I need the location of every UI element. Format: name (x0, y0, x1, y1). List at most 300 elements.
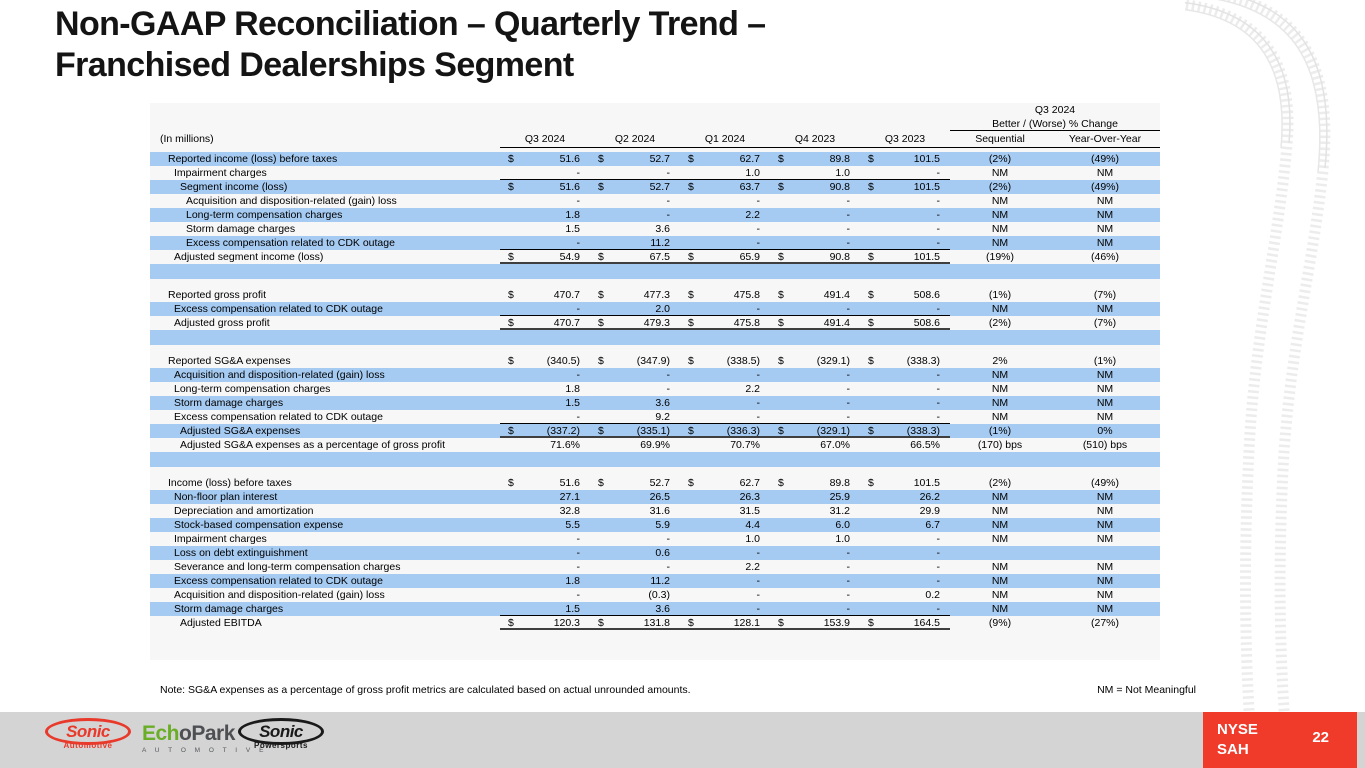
cell-value: 2.2 (745, 209, 760, 221)
cell-quarter-value (590, 208, 680, 222)
dollar-sign (688, 532, 698, 546)
dollar-sign (778, 546, 788, 560)
cell-quarter-value (860, 288, 950, 302)
dollar-sign (598, 504, 608, 518)
row-label: Segment income (loss) (180, 181, 288, 193)
cell-value: 27.1 (559, 491, 580, 503)
cell-quarter-value (680, 602, 770, 615)
row-values (500, 560, 950, 574)
cell-quarter-value (590, 410, 680, 423)
dollar-sign (508, 574, 518, 588)
cell-quarter-value (500, 396, 590, 410)
cell-quarter-value (680, 222, 770, 236)
dollar-sign (778, 368, 788, 382)
row-label: Long-term compensation charges (186, 209, 343, 221)
dollar-sign (598, 490, 608, 504)
cell-value: - (846, 383, 850, 395)
cell-quarter-value (590, 354, 680, 368)
column-header: Q3 2024 (524, 133, 566, 145)
cell-quarter-value (770, 368, 860, 382)
cell-value: - (846, 575, 850, 587)
row-label: Excess compensation related to CDK outage (174, 303, 383, 315)
page-title (55, 4, 765, 86)
cell-value: 1.8 (565, 575, 580, 587)
cell-quarter-value (500, 616, 590, 628)
dollar-sign (598, 382, 608, 396)
cell-value: 3.6 (655, 603, 670, 615)
row-values (500, 574, 950, 588)
cell-quarter-value (590, 602, 680, 615)
cell-quarter-value (680, 574, 770, 588)
row-label: Long-term compensation charges (174, 383, 331, 395)
row-values (500, 588, 950, 602)
row-label: Reported gross profit (168, 289, 267, 301)
cell-quarter-value (590, 546, 680, 560)
cell-quarter-value (680, 532, 770, 546)
dollar-sign: $ (508, 317, 514, 329)
dollar-sign: $ (868, 617, 874, 629)
cell-value: 67.0% (820, 439, 850, 451)
cell-quarter-value (770, 438, 860, 452)
cell-value: 52.7 (649, 181, 670, 193)
dollar-sign (778, 518, 788, 532)
cell-quarter-value (770, 574, 860, 588)
row-label: Reported SG&A expenses (168, 355, 291, 367)
table-row (150, 410, 1160, 424)
row-values (500, 250, 950, 264)
row-values (500, 208, 950, 222)
table-row (150, 518, 1160, 532)
cell-quarter-value (590, 396, 680, 410)
table-row (150, 382, 1160, 396)
cell-value: - (936, 223, 940, 235)
cell-quarter-value (500, 236, 590, 249)
cell-quarter-value (590, 424, 680, 436)
cell-value: 4.4 (745, 519, 760, 531)
cell-quarter-value (860, 410, 950, 423)
cell-yoy-change: NM (1096, 491, 1114, 503)
row-values (500, 222, 950, 236)
dollar-sign: $ (868, 251, 874, 263)
dollar-sign (598, 438, 608, 452)
dollar-sign (688, 490, 698, 504)
dollar-sign (508, 382, 518, 396)
cell-yoy-change: NM (1096, 411, 1114, 423)
cell-value: - (756, 237, 760, 249)
cell-quarter-value (680, 560, 770, 574)
cell-quarter-value (860, 382, 950, 396)
cell-value: 29.9 (919, 505, 940, 517)
dollar-sign (868, 194, 878, 208)
cell-value: 1.0 (835, 533, 850, 545)
cell-value: 101.5 (913, 477, 940, 489)
cell-quarter-value (500, 424, 590, 436)
cell-value: 26.5 (649, 491, 670, 503)
cell-value: 62.7 (739, 153, 760, 165)
cell-quarter-value (860, 152, 950, 166)
cell-value: - (756, 223, 760, 235)
cell-value: - (756, 195, 760, 207)
row-values (500, 546, 950, 560)
row-label: Storm damage charges (186, 223, 296, 235)
cell-value: - (756, 575, 760, 587)
in-millions-label: (In millions) (160, 133, 214, 145)
row-label: Acquisition and disposition-related (gain) loss (174, 369, 385, 381)
cell-value: - (756, 547, 760, 559)
dollar-sign (868, 396, 878, 410)
change-header-quarter: Q3 2024 (1034, 104, 1076, 116)
cell-quarter-value (860, 616, 950, 628)
cell-value: 51.6 (559, 181, 580, 193)
table-row (150, 208, 1160, 222)
dollar-sign: $ (778, 617, 784, 629)
cell-quarter-value (500, 368, 590, 382)
cell-yoy-change: NM (1096, 195, 1114, 207)
cell-quarter-value (860, 574, 950, 588)
cell-quarter-value (590, 194, 680, 208)
row-values (500, 368, 950, 382)
cell-quarter-value (500, 518, 590, 532)
cell-yoy-change: NM (1096, 603, 1114, 615)
cell-value: 25.9 (829, 491, 850, 503)
row-values (500, 194, 950, 208)
cell-quarter-value (590, 166, 680, 179)
row-label: Adjusted EBITDA (180, 617, 262, 629)
table-row (150, 532, 1160, 546)
cell-quarter-value (590, 518, 680, 532)
echopark-rest-part: Park (191, 722, 235, 745)
cell-quarter-value (590, 476, 680, 490)
cell-value: 3.6 (655, 397, 670, 409)
row-label: Loss on debt extinguishment (174, 547, 308, 559)
row-label: Reported income (loss) before taxes (168, 153, 338, 165)
cell-value: - (846, 547, 850, 559)
cell-sequential-change: NM (991, 167, 1009, 179)
cell-value: 5.9 (655, 519, 670, 531)
dollar-sign (598, 236, 608, 249)
cell-quarter-value (500, 504, 590, 518)
cell-sequential-change: (1%) (988, 289, 1012, 301)
cell-value: 62.7 (739, 477, 760, 489)
cell-value: 475.8 (733, 317, 760, 329)
powersports-wordmark: Sonic (259, 721, 303, 741)
dollar-sign (868, 208, 878, 222)
cell-value: - (936, 561, 940, 573)
ticker-exchange: NYSE (1217, 721, 1258, 738)
cell-yoy-change: NM (1096, 223, 1114, 235)
dollar-sign: $ (598, 355, 604, 367)
cell-quarter-value (860, 588, 950, 602)
cell-yoy-change: NM (1096, 505, 1114, 517)
row-values (500, 504, 950, 518)
cell-yoy-change: NM (1096, 369, 1114, 381)
cell-value: - (936, 237, 940, 249)
cell-value: 101.5 (913, 181, 940, 193)
dollar-sign: $ (778, 289, 784, 301)
footer-bar (0, 712, 1365, 768)
cell-quarter-value (860, 560, 950, 574)
cell-yoy-change: (49%) (1090, 477, 1119, 489)
cell-value: - (936, 603, 940, 615)
table-row (150, 560, 1160, 574)
cell-sequential-change: NM (991, 603, 1009, 615)
cell-value: - (576, 237, 580, 249)
cell-sequential-change: NM (991, 383, 1009, 395)
dollar-sign (508, 504, 518, 518)
dollar-sign (508, 236, 518, 249)
cell-value: 63.7 (739, 181, 760, 193)
dollar-sign (688, 602, 698, 615)
cell-quarter-value (860, 602, 950, 615)
dollar-sign (778, 602, 788, 615)
table-row (150, 546, 1160, 560)
cell-yoy-change: (49%) (1090, 153, 1119, 165)
cell-value: 508.6 (913, 317, 940, 329)
cell-value: - (576, 547, 580, 559)
cell-value: 1.0 (745, 167, 760, 179)
dollar-sign (688, 518, 698, 532)
cell-quarter-value (860, 316, 950, 328)
dollar-sign (508, 546, 518, 560)
cell-value: - (846, 561, 850, 573)
dollar-sign (868, 574, 878, 588)
cell-quarter-value (590, 574, 680, 588)
cell-value: - (666, 209, 670, 221)
cell-value: - (756, 589, 760, 601)
cell-value: 70.7% (730, 439, 760, 451)
row-values (500, 490, 950, 504)
page-title-line2: Franchised Dealerships Segment (55, 46, 574, 84)
cell-sequential-change: NM (991, 561, 1009, 573)
dollar-sign: $ (508, 153, 514, 165)
cell-value: 508.6 (913, 289, 940, 301)
sonic-wordmark: Sonic (66, 721, 110, 741)
table-row (150, 368, 1160, 382)
cell-value: - (576, 411, 580, 423)
change-header-caption: Better / (Worse) % Change (950, 117, 1160, 131)
cell-quarter-value (680, 396, 770, 410)
cell-sequential-change: NM (991, 369, 1009, 381)
footnote: Note: SG&A expenses as a percentage of gross profit metrics are calculated based on actual unrounded amounts. (160, 684, 691, 696)
cell-value: 120.3 (553, 617, 580, 629)
cell-quarter-value (590, 504, 680, 518)
dollar-sign (688, 236, 698, 249)
row-values (500, 518, 950, 532)
table-row (150, 602, 1160, 616)
dollar-sign (598, 602, 608, 615)
dollar-sign (868, 518, 878, 532)
cell-quarter-value (590, 180, 680, 194)
table-spacer-row (150, 330, 1160, 345)
dollar-sign (688, 560, 698, 574)
echopark-o-part: o (179, 722, 192, 745)
dollar-sign: $ (868, 317, 874, 329)
dollar-sign (598, 546, 608, 560)
row-values (500, 532, 950, 546)
cell-yoy-change (1050, 546, 1160, 560)
dollar-sign (508, 560, 518, 574)
cell-quarter-value (680, 490, 770, 504)
cell-value: 1.5 (565, 223, 580, 235)
cell-quarter-value (860, 302, 950, 315)
dollar-sign (508, 194, 518, 208)
dollar-sign (688, 302, 698, 315)
column-header-sequential: Sequential (950, 131, 1050, 148)
dollar-sign (868, 588, 878, 602)
dollar-sign (778, 490, 788, 504)
cell-quarter-value (860, 194, 950, 208)
cell-yoy-change: 0% (1097, 425, 1113, 437)
dollar-sign: $ (778, 251, 784, 263)
page-number: 22 (1312, 729, 1329, 746)
cell-quarter-value (680, 236, 770, 249)
cell-quarter-value (590, 438, 680, 452)
dollar-sign: $ (868, 425, 874, 437)
cell-value: (338.3) (906, 355, 940, 367)
cell-value: - (846, 397, 850, 409)
dollar-sign (688, 166, 698, 179)
row-label: Storm damage charges (174, 603, 284, 615)
cell-value: - (846, 237, 850, 249)
cell-value: 0.2 (925, 589, 940, 601)
cell-quarter-value (680, 518, 770, 532)
cell-quarter-value (860, 532, 950, 546)
dollar-sign (778, 504, 788, 518)
cell-value: - (846, 603, 850, 615)
cell-sequential-change: (2%) (988, 477, 1012, 489)
dollar-sign (688, 504, 698, 518)
cell-value: 3.6 (655, 223, 670, 235)
cell-quarter-value (770, 504, 860, 518)
dollar-sign: $ (778, 477, 784, 489)
cell-sequential-change: NM (991, 589, 1009, 601)
row-label: Depreciation and amortization (174, 505, 314, 517)
dollar-sign (868, 236, 878, 249)
cell-value: - (576, 167, 580, 179)
cell-value: 477.3 (643, 289, 670, 301)
cell-value: 491.4 (823, 317, 850, 329)
cell-quarter-value (770, 602, 860, 615)
cell-quarter-value (770, 396, 860, 410)
dollar-sign (868, 382, 878, 396)
cell-yoy-change: (49%) (1090, 181, 1119, 193)
dollar-sign (778, 302, 788, 315)
cell-quarter-value (680, 152, 770, 166)
cell-value: - (936, 303, 940, 315)
cell-value: (338.3) (906, 425, 940, 437)
column-header: Q3 2023 (884, 133, 926, 145)
cell-quarter-value (770, 166, 860, 179)
cell-quarter-value (680, 288, 770, 302)
cell-sequential-change (950, 546, 1050, 560)
cell-yoy-change: NM (1096, 397, 1114, 409)
cell-value: - (756, 369, 760, 381)
cell-value: - (936, 209, 940, 221)
dollar-sign (778, 410, 788, 423)
cell-quarter-value (770, 382, 860, 396)
cell-value: - (756, 411, 760, 423)
dollar-sign (598, 194, 608, 208)
dollar-sign: $ (598, 317, 604, 329)
cell-value: 2.2 (745, 561, 760, 573)
dollar-sign (778, 532, 788, 546)
echopark-green-part: Ech (142, 722, 180, 745)
cell-quarter-value (590, 288, 680, 302)
cell-value: 89.8 (829, 477, 850, 489)
dollar-sign: $ (778, 355, 784, 367)
cell-value: - (576, 369, 580, 381)
cell-value: (340.5) (546, 355, 580, 367)
cell-value: - (936, 533, 940, 545)
cell-quarter-value (860, 396, 950, 410)
dollar-sign: $ (688, 617, 694, 629)
cell-quarter-value (770, 236, 860, 249)
cell-value: 1.5 (565, 603, 580, 615)
table-spacer-gap (150, 467, 1160, 476)
row-values (500, 476, 950, 490)
dollar-sign: $ (868, 153, 874, 165)
cell-quarter-value (680, 438, 770, 452)
cell-value: (0.3) (648, 589, 670, 601)
cell-sequential-change: NM (991, 491, 1009, 503)
cell-yoy-change: NM (1096, 383, 1114, 395)
dollar-sign (868, 302, 878, 315)
cell-value: - (576, 195, 580, 207)
cell-yoy-change: (46%) (1090, 251, 1119, 263)
cell-quarter-value (500, 222, 590, 236)
cell-quarter-value (770, 208, 860, 222)
cell-value: 67.5 (649, 251, 670, 263)
dollar-sign (598, 302, 608, 315)
cell-quarter-value (590, 560, 680, 574)
table-row (150, 152, 1160, 166)
cell-value: - (666, 369, 670, 381)
cell-value: 31.6 (649, 505, 670, 517)
cell-value: 66.5% (910, 439, 940, 451)
cell-value: - (756, 397, 760, 409)
cell-value: - (756, 603, 760, 615)
row-label: Storm damage charges (174, 397, 284, 409)
dollar-sign: $ (778, 425, 784, 437)
dollar-sign (778, 166, 788, 179)
cell-yoy-change: NM (1096, 589, 1114, 601)
cell-quarter-value (860, 504, 950, 518)
table-row (150, 302, 1160, 316)
dollar-sign (868, 532, 878, 546)
dollar-sign (508, 396, 518, 410)
cell-quarter-value (590, 250, 680, 262)
cell-quarter-value (680, 410, 770, 423)
table-row (150, 316, 1160, 330)
cell-value: - (936, 383, 940, 395)
row-values (500, 396, 950, 410)
cell-value: - (666, 383, 670, 395)
dollar-sign (688, 588, 698, 602)
cell-sequential-change: 2% (992, 355, 1008, 367)
cell-quarter-value (590, 532, 680, 546)
cell-quarter-value (680, 354, 770, 368)
cell-value: - (666, 533, 670, 545)
row-values (500, 316, 950, 330)
dollar-sign (508, 222, 518, 236)
cell-quarter-value (500, 152, 590, 166)
cell-sequential-change: NM (991, 303, 1009, 315)
row-values (500, 180, 950, 194)
cell-quarter-value (680, 546, 770, 560)
cell-sequential-change: (2%) (988, 317, 1012, 329)
cell-quarter-value (500, 560, 590, 574)
cell-value: 31.2 (829, 505, 850, 517)
